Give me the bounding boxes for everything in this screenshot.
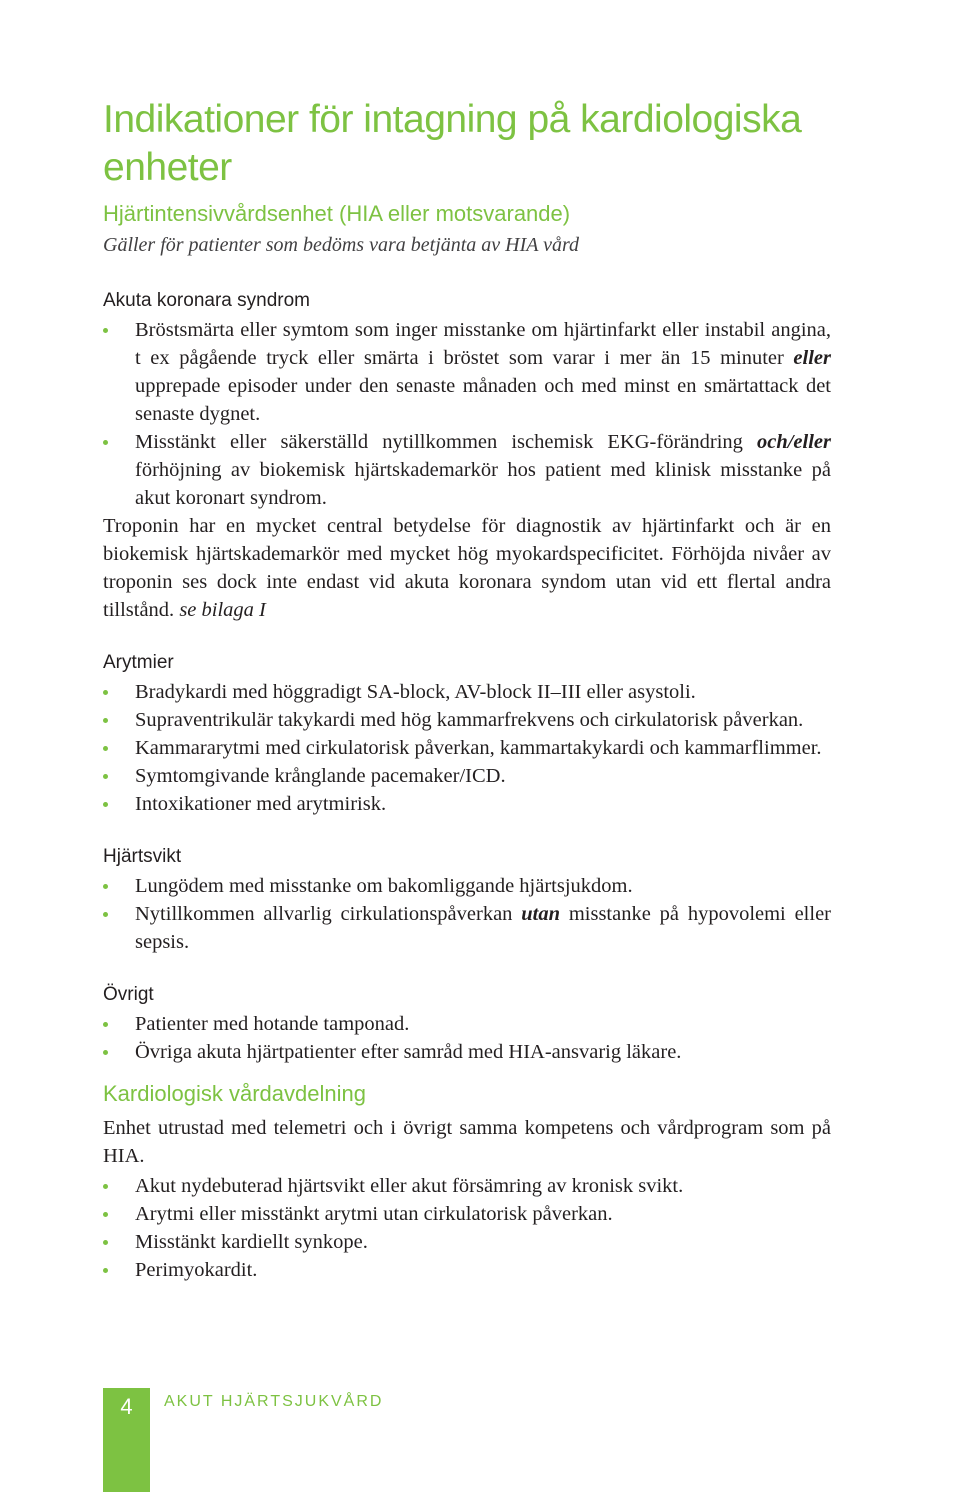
- list-item: Arytmi eller misstänkt arytmi utan cirkulatorisk påverkan.: [103, 1200, 831, 1228]
- heading-arrhythmia: Arytmier: [103, 652, 174, 673]
- list-item-text: Nytillkommen allvarlig cirkulationspåverkan: [135, 903, 522, 925]
- hia-lead-text: Gäller för patienter som bedöms vara betjänta av HIA vård: [103, 234, 580, 256]
- list-item: Bradykardi med höggradigt SA-block, AV-block II–III eller asystoli.: [103, 678, 831, 706]
- heading-heart-failure: Hjärtsvikt: [103, 846, 182, 867]
- list-item: Symtomgivande krånglande pacemaker/ICD.: [103, 762, 831, 790]
- list-item: [103, 316, 831, 428]
- arrhythmia-list: [103, 678, 831, 818]
- list-item-text: upprepade episoder under den senaste månaden och med minst en smärtattack det senaste dygnet.: [135, 375, 831, 425]
- running-title: AKUT HJÄRTSJUKVÅRD: [164, 1393, 384, 1410]
- emphasis-text: eller: [793, 347, 831, 369]
- page-number: 4: [120, 1394, 133, 1419]
- emphasis-text: utan: [521, 903, 561, 925]
- acs-list: [103, 316, 831, 512]
- footer-page-tab: [103, 1388, 150, 1492]
- page-content: [103, 96, 831, 1284]
- emphasis-text: och/eller: [756, 431, 831, 453]
- heart-failure-list: [103, 872, 831, 956]
- paragraph-text: Troponin har en mycket central betydelse för diagnostik av hjärtinfarkt och är en biokemisk hjärtskademarkör med mycket hög myokardspecificitet. Förhöjda nivåer av troponin ses dock inte endast vid akuta koronara syndom utan vid ett flertal andra tillstånd.: [103, 515, 831, 621]
- list-item: Övriga akuta hjärtpatienter efter samråd med HIA-ansvarig läkare.: [103, 1038, 831, 1066]
- list-item: Intoxikationer med arytmirisk.: [103, 790, 831, 818]
- list-item: Supraventrikulär takykardi med hög kammarfrekvens och cirkulatorisk påverkan.: [103, 706, 831, 734]
- list-item-text: misstanke på hypovolemi eller sepsis.: [135, 903, 831, 953]
- list-item: Akut nydebuterad hjärtsvikt eller akut försämring av kronisk svikt.: [103, 1172, 831, 1200]
- ward-list: [103, 1172, 831, 1284]
- list-item: Perimyokardit.: [103, 1256, 831, 1284]
- page-title: Indikationer för intagning på kardiologiska enheter: [103, 98, 802, 189]
- heading-acs: Akuta koronara syndrom: [103, 290, 310, 311]
- section-heading-ward: Kardiologisk vårdavdelning: [103, 1081, 366, 1106]
- troponin-paragraph: [103, 512, 831, 624]
- list-item-text: Misstänkt eller säkerställd nytillkommen ischemisk EKG-förändring: [135, 431, 757, 453]
- list-item: Kammararytmi med cirkulatorisk påverkan, kammartakykardi och kammarflimmer.: [103, 734, 831, 762]
- list-item: Misstänkt kardiellt synkope.: [103, 1228, 831, 1256]
- ward-intro: Enhet utrustad med telemetri och i övrigt samma kompetens och vårdprogram som på HIA.: [103, 1117, 831, 1167]
- list-item-text: förhöjning av biokemisk hjärtskademarkör hos patient med klinisk misstanke på akut koronart syndrom.: [135, 459, 831, 509]
- heading-other: Övrigt: [103, 984, 154, 1005]
- list-item: [103, 900, 831, 956]
- list-item: [103, 428, 831, 512]
- section-heading-hia: Hjärtintensivvårdsenhet (HIA eller motsvarande): [103, 201, 571, 226]
- other-list: [103, 1010, 831, 1066]
- list-item-text: Bröstsmärta eller symtom som inger misstanke om hjärtinfarkt eller instabil angina, t ex pågående tryck eller smärta i bröstet som varar i mer än 15 minuter: [135, 319, 831, 369]
- list-item: Lungödem med misstanke om bakomliggande hjärtsjukdom.: [103, 872, 831, 900]
- appendix-reference: se bilaga I: [179, 599, 266, 621]
- list-item: Patienter med hotande tamponad.: [103, 1010, 831, 1038]
